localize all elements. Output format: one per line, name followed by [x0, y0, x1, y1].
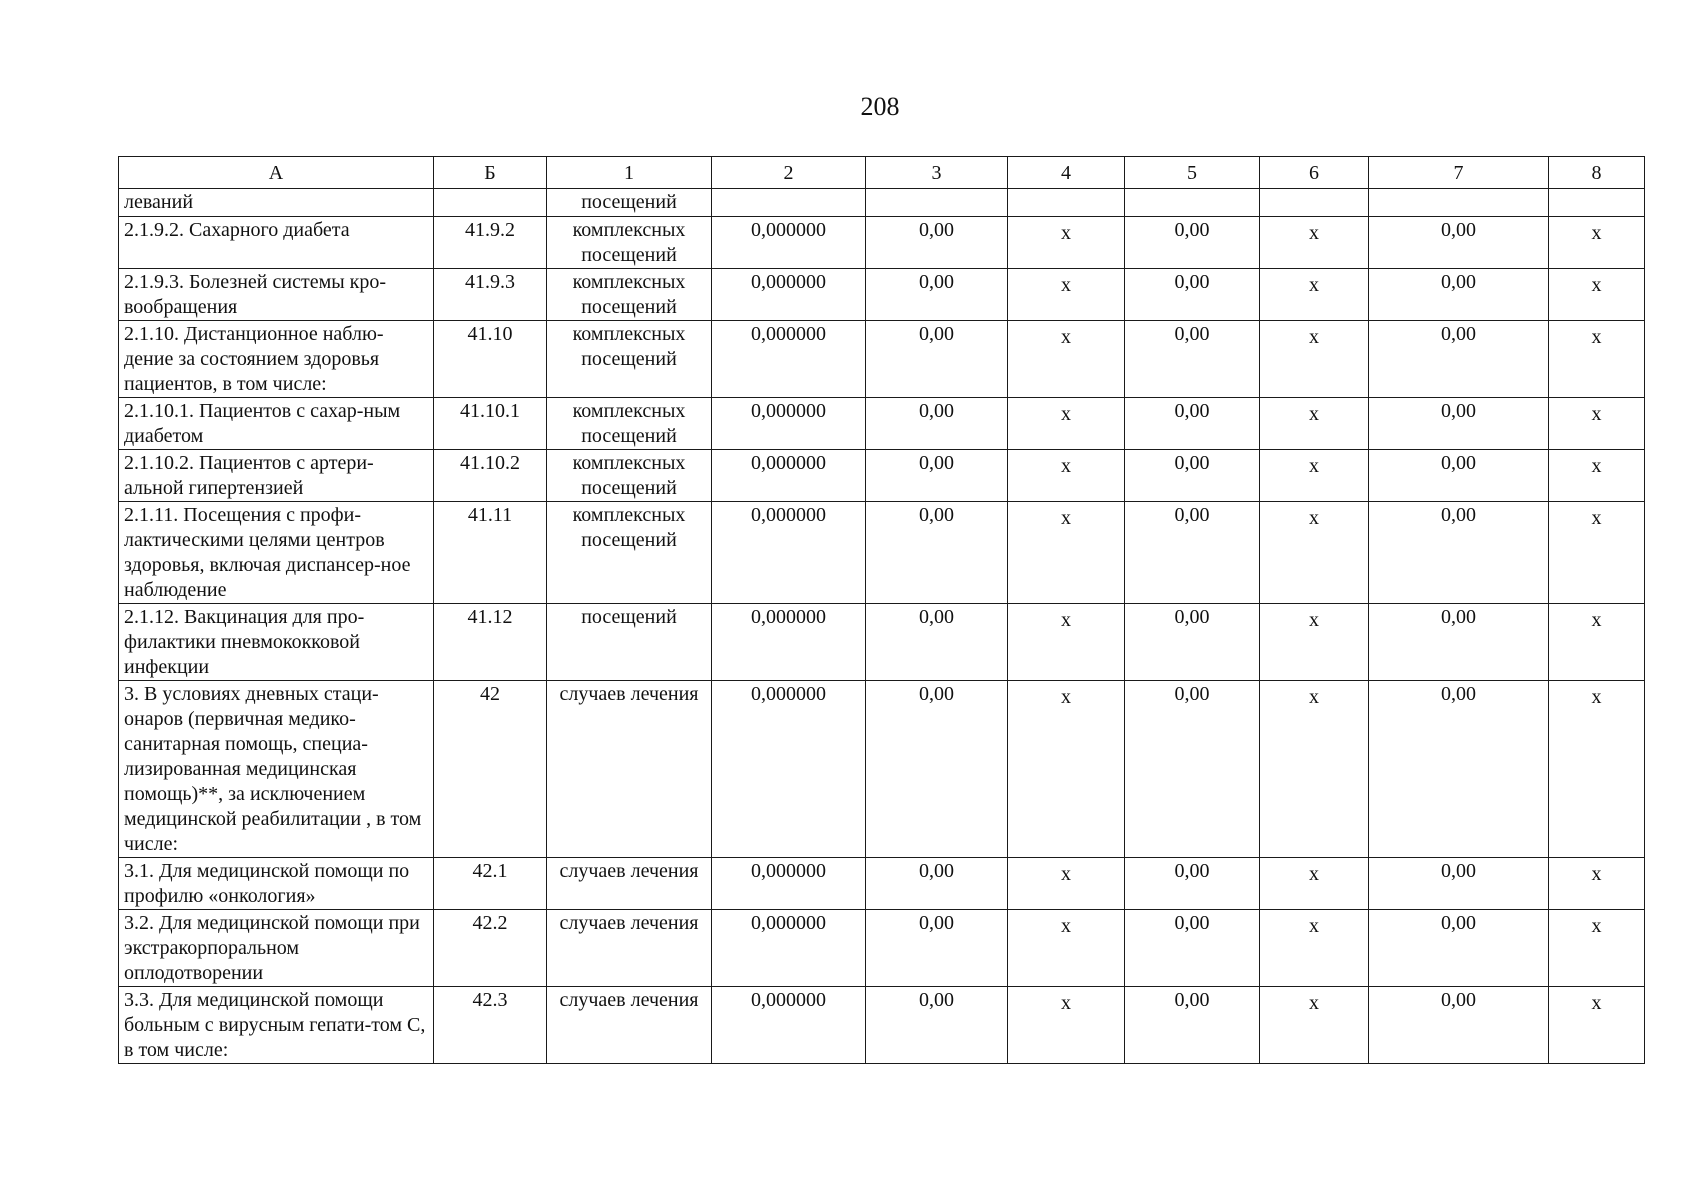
- table-cell: 0,000000: [712, 858, 866, 910]
- table-cell: 0,000000: [712, 450, 866, 502]
- table-cell: случаев лечения: [547, 681, 712, 858]
- table-row: [119, 269, 1645, 321]
- table-cell: 0,00: [1125, 269, 1260, 321]
- page-number: 208: [860, 92, 900, 121]
- column-header: 4: [1008, 157, 1125, 189]
- table-row: [119, 217, 1645, 269]
- table-cell: х: [1549, 321, 1645, 398]
- table-cell: х: [1008, 604, 1125, 681]
- table-cell: 42.1: [434, 858, 547, 910]
- table-cell: 0,00: [1125, 604, 1260, 681]
- table-cell: 0,00: [1125, 987, 1260, 1064]
- table-cell: х: [1260, 987, 1369, 1064]
- table-cell: 0,00: [866, 604, 1008, 681]
- table-cell: 0,000000: [712, 681, 866, 858]
- table-cell: 41.10.2: [434, 450, 547, 502]
- table-cell: 0,00: [1369, 217, 1549, 269]
- column-header: 6: [1260, 157, 1369, 189]
- table-cell: 0,00: [1369, 910, 1549, 987]
- column-header: 1: [547, 157, 712, 189]
- table-body: [119, 189, 1645, 1064]
- table-cell: [712, 189, 866, 217]
- table-cell: комплексных посещений: [547, 269, 712, 321]
- table-cell: 42.2: [434, 910, 547, 987]
- table-cell: 0,00: [1125, 398, 1260, 450]
- table-cell: 0,00: [1369, 269, 1549, 321]
- row-name-cell: 3.1. Для медицинской помощи по профилю «онкология»: [119, 858, 434, 910]
- column-header: А: [119, 157, 434, 189]
- table-cell: х: [1008, 987, 1125, 1064]
- table-row: [119, 450, 1645, 502]
- table-cell: х: [1549, 502, 1645, 604]
- table-cell: х: [1549, 987, 1645, 1064]
- table-cell: 0,00: [1369, 502, 1549, 604]
- table-cell: 41.10.1: [434, 398, 547, 450]
- table-row: [119, 398, 1645, 450]
- table-cell: 0,000000: [712, 604, 866, 681]
- table-cell: х: [1260, 321, 1369, 398]
- row-name-cell: 2.1.10. Дистанционное наблю-дение за состоянием здоровья пациентов, в том числе:: [119, 321, 434, 398]
- table-row: [119, 502, 1645, 604]
- column-header: 8: [1549, 157, 1645, 189]
- table-cell: [1125, 189, 1260, 217]
- table-cell: 0,00: [866, 502, 1008, 604]
- table-cell: [866, 189, 1008, 217]
- table-cell: 0,000000: [712, 910, 866, 987]
- table-cell: х: [1008, 450, 1125, 502]
- table-cell: 0,00: [866, 217, 1008, 269]
- table-row: [119, 987, 1645, 1064]
- column-header: Б: [434, 157, 547, 189]
- table-cell: 0,00: [1369, 450, 1549, 502]
- table-cell: 0,00: [1369, 858, 1549, 910]
- table-cell: 0,00: [866, 269, 1008, 321]
- table-cell: 0,00: [1369, 987, 1549, 1064]
- table-cell: х: [1008, 321, 1125, 398]
- table-cell: х: [1260, 450, 1369, 502]
- row-name-cell: 3. В условиях дневных стаци-онаров (первичная медико-санитарная помощь, специа-лизированная медицинская помощь)**, за исключением медицинской реабилитации , в том числе:: [119, 681, 434, 858]
- table-cell: х: [1260, 604, 1369, 681]
- table-cell: х: [1260, 269, 1369, 321]
- row-name-cell: леваний: [119, 189, 434, 217]
- table-cell: 42.3: [434, 987, 547, 1064]
- row-name-cell: 2.1.11. Посещения с профи-лактическими целями центров здоровья, включая диспансер-ное наблюдение: [119, 502, 434, 604]
- table-cell: 41.9.3: [434, 269, 547, 321]
- table-cell: 0,00: [1369, 604, 1549, 681]
- column-header: 2: [712, 157, 866, 189]
- table-cell: 0,00: [1369, 681, 1549, 858]
- table-cell: х: [1549, 398, 1645, 450]
- table-cell: посещений: [547, 189, 712, 217]
- table-cell: 0,00: [1369, 321, 1549, 398]
- row-name-cell: 2.1.10.1. Пациентов с сахар-ным диабетом: [119, 398, 434, 450]
- table-row: [119, 189, 1645, 217]
- table-cell: 0,00: [866, 987, 1008, 1064]
- table-cell: х: [1549, 269, 1645, 321]
- table-cell: 0,000000: [712, 987, 866, 1064]
- row-name-cell: 3.3. Для медицинской помощи больным с вирусным гепати-том С, в том числе:: [119, 987, 434, 1064]
- table-cell: 41.12: [434, 604, 547, 681]
- table-cell: комплексных посещений: [547, 450, 712, 502]
- table-cell: х: [1549, 217, 1645, 269]
- table-cell: [1008, 189, 1125, 217]
- table-cell: х: [1008, 910, 1125, 987]
- table-cell: х: [1260, 858, 1369, 910]
- table-row: [119, 321, 1645, 398]
- table-header: [119, 157, 1645, 189]
- table-cell: х: [1260, 217, 1369, 269]
- table-cell: х: [1549, 858, 1645, 910]
- table-cell: 0,00: [866, 398, 1008, 450]
- table-row: [119, 910, 1645, 987]
- table-cell: 0,00: [1125, 858, 1260, 910]
- table-cell: случаев лечения: [547, 858, 712, 910]
- table-cell: 0,00: [866, 321, 1008, 398]
- table-cell: х: [1549, 450, 1645, 502]
- table-cell: 0,00: [1125, 502, 1260, 604]
- table-cell: х: [1260, 398, 1369, 450]
- table-cell: х: [1549, 910, 1645, 987]
- table-cell: х: [1008, 502, 1125, 604]
- row-name-cell: 2.1.9.2. Сахарного диабета: [119, 217, 434, 269]
- table-cell: [1549, 189, 1645, 217]
- table-cell: 0,000000: [712, 398, 866, 450]
- table-cell: 0,00: [1125, 450, 1260, 502]
- column-header: 3: [866, 157, 1008, 189]
- table-cell: комплексных посещений: [547, 502, 712, 604]
- table-cell: х: [1260, 681, 1369, 858]
- table-cell: х: [1008, 398, 1125, 450]
- table-cell: случаев лечения: [547, 987, 712, 1064]
- table-cell: 0,000000: [712, 217, 866, 269]
- table-cell: х: [1260, 910, 1369, 987]
- table-cell: комплексных посещений: [547, 321, 712, 398]
- table-cell: комплексных посещений: [547, 398, 712, 450]
- column-header: 5: [1125, 157, 1260, 189]
- table-cell: 0,00: [866, 910, 1008, 987]
- table-cell: 0,00: [1125, 681, 1260, 858]
- data-table: [118, 156, 1645, 1064]
- row-name-cell: 2.1.12. Вакцинация для про-филактики пневмококковой инфекции: [119, 604, 434, 681]
- row-name-cell: 3.2. Для медицинской помощи при экстракорпоральном оплодотворении: [119, 910, 434, 987]
- table-cell: 41.9.2: [434, 217, 547, 269]
- table-cell: х: [1008, 269, 1125, 321]
- table-cell: х: [1008, 681, 1125, 858]
- table-cell: 0,00: [1125, 910, 1260, 987]
- table-row: [119, 858, 1645, 910]
- table-cell: х: [1008, 217, 1125, 269]
- table-cell: 0,000000: [712, 502, 866, 604]
- table-cell: х: [1549, 681, 1645, 858]
- column-header: 7: [1369, 157, 1549, 189]
- table-cell: 0,00: [1125, 217, 1260, 269]
- table-cell: комплексных посещений: [547, 217, 712, 269]
- table-cell: 42: [434, 681, 547, 858]
- row-name-cell: 2.1.10.2. Пациентов с артери-альной гипертензией: [119, 450, 434, 502]
- table-cell: 0,00: [866, 450, 1008, 502]
- table-cell: 0,000000: [712, 269, 866, 321]
- table-cell: 0,00: [866, 858, 1008, 910]
- table-cell: [434, 189, 547, 217]
- table-cell: [1369, 189, 1549, 217]
- table-row: [119, 681, 1645, 858]
- table-cell: посещений: [547, 604, 712, 681]
- table-cell: х: [1549, 604, 1645, 681]
- table-cell: 41.10: [434, 321, 547, 398]
- table-cell: х: [1260, 502, 1369, 604]
- row-name-cell: 2.1.9.3. Болезней системы кро-вообращения: [119, 269, 434, 321]
- table-cell: 0,000000: [712, 321, 866, 398]
- table-cell: случаев лечения: [547, 910, 712, 987]
- table-row: [119, 604, 1645, 681]
- table-cell: [1260, 189, 1369, 217]
- table-cell: 0,00: [866, 681, 1008, 858]
- table-cell: х: [1008, 858, 1125, 910]
- table-cell: 41.11: [434, 502, 547, 604]
- table-cell: 0,00: [1125, 321, 1260, 398]
- table-cell: 0,00: [1369, 398, 1549, 450]
